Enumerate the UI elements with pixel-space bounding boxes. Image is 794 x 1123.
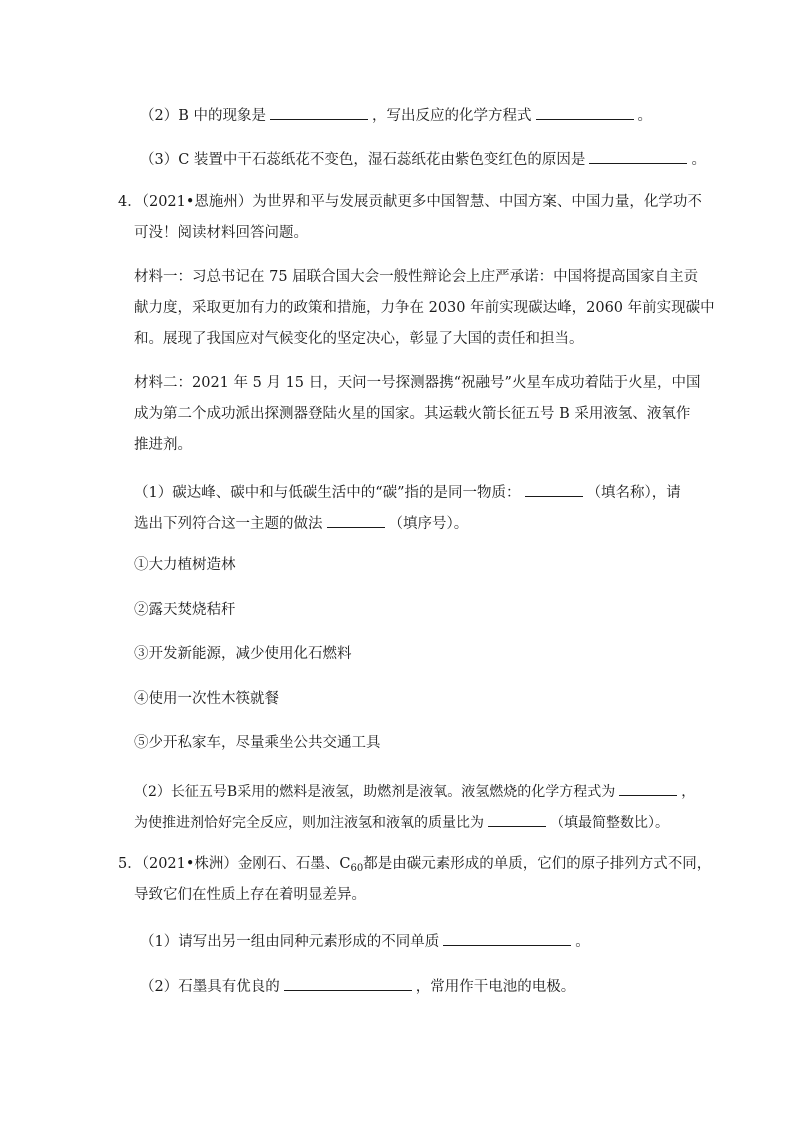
q3-sub2-post: 。 [637,108,652,124]
q4-sub2-line2-pre: 为使推进剂恰好完全反应，则加注液氢和液氧的质量比为 [134,815,484,831]
q4-option-2: ②露天焚烧秸秆 [134,602,236,618]
q4-material2-line2: 成为第二个成功派出探测器登陆火星的国家。其运载火箭长征五号 B 采用液氢、液氧作 [134,406,691,422]
answer-blank[interactable] [270,103,368,120]
q4-sub2-line2-post: （填最简整数比）。 [550,815,669,831]
q4-sub1-line2-pre: 选出下列符合这一主题的做法 [134,516,323,532]
q5-sub2-pre: （2）石墨具有优良的 [140,979,280,995]
q4-stem-line1: 4．（2021•恩施州）为世界和平与发展贡献更多中国智慧、中国方案、中国力量，化学功不 [118,194,702,210]
q4-sub1-line1-post: （填名称），请 [586,485,681,501]
q4-sub1-line1 [134,480,681,503]
answer-blank[interactable] [536,103,634,120]
q5-stem-post: 都是由碳元素形成的单质，它们的原子排列方式不同， [363,856,712,872]
q5-stem-line1 [118,854,711,879]
answer-blank[interactable] [284,974,412,991]
q4-sub1-line2-post: （填序号）。 [388,516,469,532]
q5-stem-subscript: 60 [350,863,364,874]
q5-stem-pre: 5．（2021•株洲）金刚石、石墨、C [118,856,351,872]
answer-blank[interactable] [589,147,687,164]
q4-option-4: ④使用一次性木筷就餐 [134,691,279,707]
q5-sub2 [140,974,575,997]
q5-sub1-pre: （1）请写出另一组由同种元素形成的不同单质 [140,934,440,950]
q4-stem-line2: 可没！阅读材料回答问题。 [134,225,308,241]
q4-sub1-line1-pre: （1）碳达峰、碳中和与低碳生活中的“碳”指的是同一物质： [134,485,521,501]
q4-option-1: ①大力植树造林 [134,557,236,573]
q4-sub1-line2 [134,511,468,534]
q4-material1-line1: 材料一：习总书记在 75 届联合国大会一般性辩论会上庄严承诺：中国将提高国家自主贡 [134,269,699,285]
answer-blank[interactable] [619,779,677,796]
q3-sub2-pre: （2）B 中的现象是 [140,108,266,124]
answer-blank[interactable] [488,810,546,827]
q4-material1-line2: 献力度，采取更加有力的政策和措施，力争在 2030 年前实现碳达峰，2060 年前实现碳中 [134,300,715,316]
q3-sub2 [140,103,652,126]
q5-sub1 [140,929,590,952]
q4-material1-line3: 和。展现了我国应对气候变化的坚定决心，彰显了大国的责任和担当。 [134,331,584,347]
q4-option-3: ③开发新能源，减少使用化石燃料 [134,646,352,662]
answer-blank[interactable] [525,480,583,497]
q4-option-5: ⑤少开私家车，尽量乘坐公共交通工具 [134,735,381,751]
q3-sub3 [140,147,706,170]
q3-sub3-pre: （3）C 装置中干石蕊纸花不变色，湿石蕊纸花由紫色变红色的原因是 [140,152,586,168]
q3-sub3-post: 。 [691,152,706,168]
q4-sub2-line1-pre: （2）长征五号B采用的燃料是液氢，助燃剂是液氧。液氢燃烧的化学方程式为 [134,784,616,800]
answer-blank[interactable] [327,511,385,528]
answer-blank[interactable] [443,929,571,946]
q5-sub2-post: ，常用作干电池的电极。 [415,979,576,995]
q3-sub2-mid: ，写出反应的化学方程式 [372,108,532,124]
q5-sub1-post: 。 [575,934,590,950]
q4-material2-line1: 材料二：2021 年 5 月 15 日，天问一号探测器携“祝融号”火星车成功着陆于火星，中国 [134,375,701,391]
q4-sub2-line2 [134,810,669,833]
q5-stem-line2: 导致它们在性质上存在着明显差异。 [134,887,366,903]
q4-sub2-line1 [134,779,695,802]
q4-sub2-line1-post: ， [681,784,696,800]
q4-material2-line3: 推进剂。 [134,437,192,453]
